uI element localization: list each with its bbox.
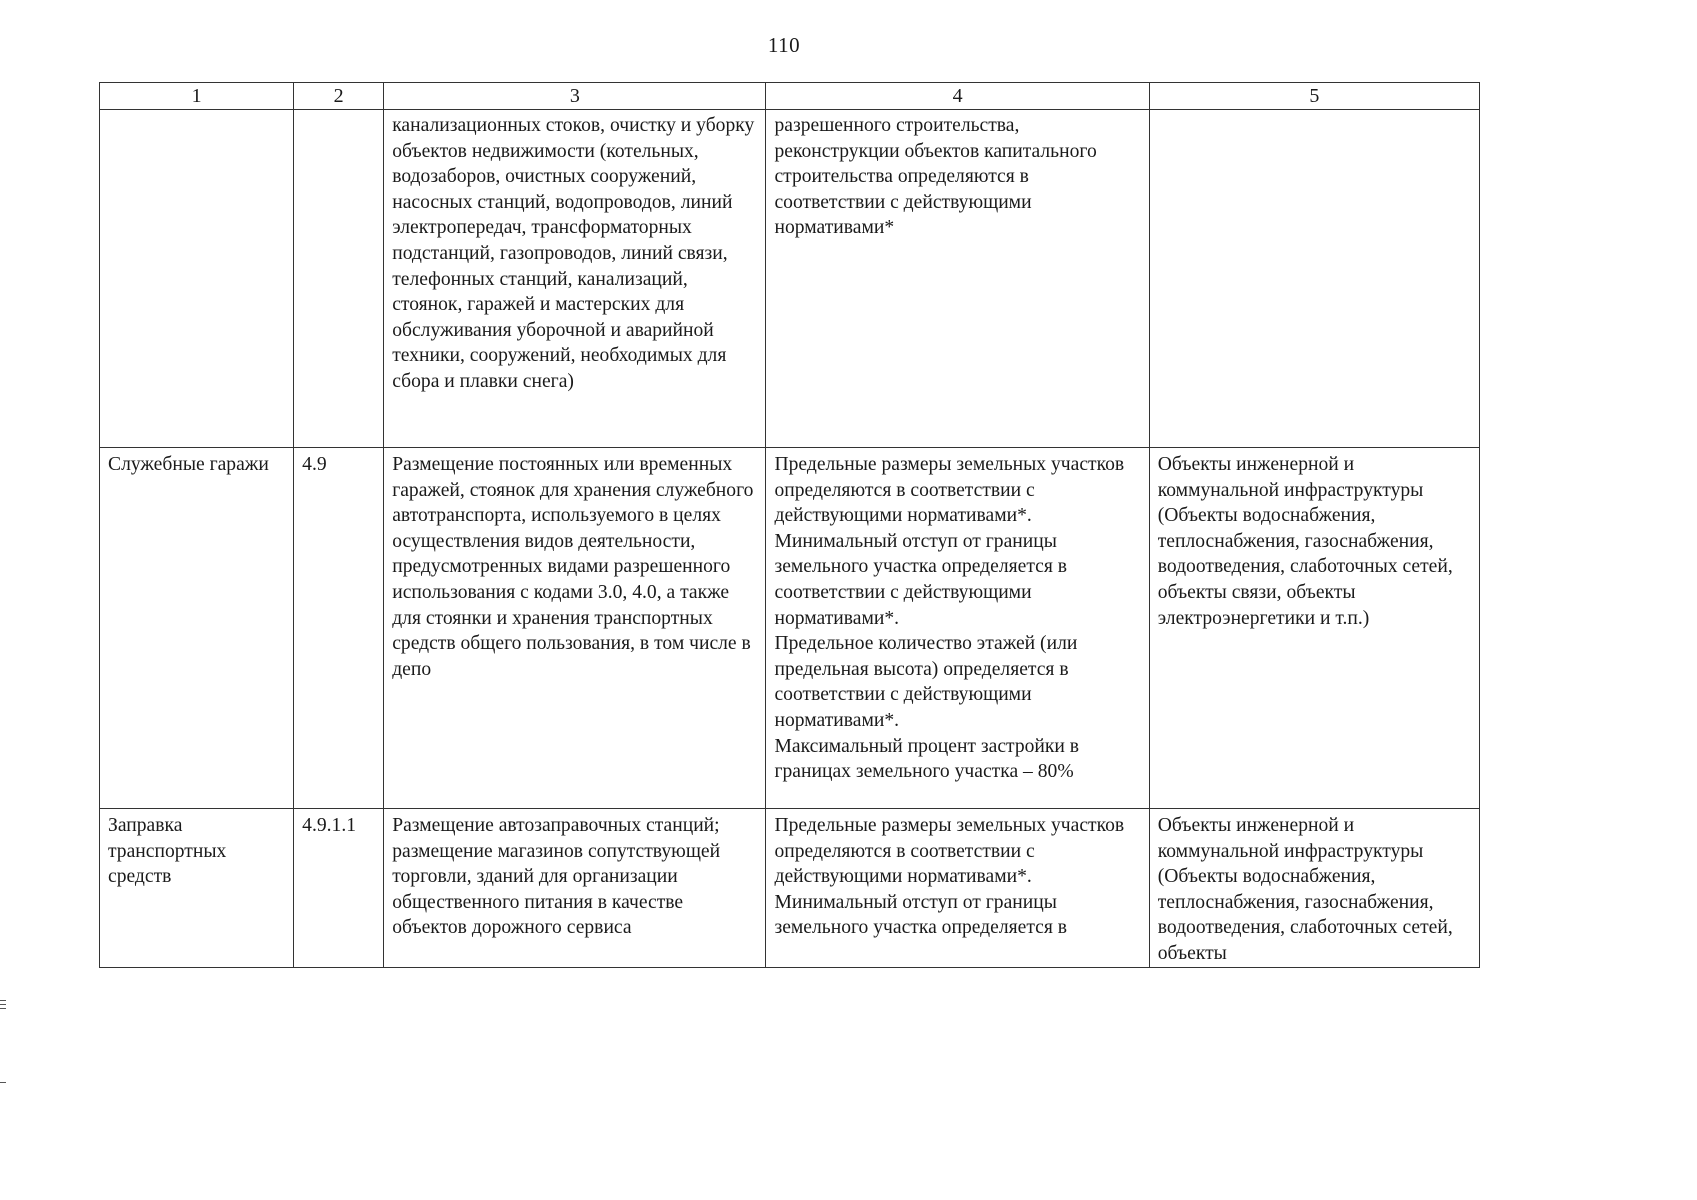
parameter-text: Минимальный отступ от границы земельного участка определяется в соответствии с действующими нормативами*.	[774, 530, 1067, 629]
scan-margin-mark	[0, 1004, 6, 1005]
scan-margin-mark	[0, 1082, 6, 1083]
auxiliary-use-cell: Объекты инженерной и коммунальной инфраструктуры (Объекты водоснабжения, теплоснабжения, газоснабжения, водоотведения, слаботочных сетей, объекты	[1149, 809, 1479, 968]
parameters-cell	[766, 110, 1149, 448]
page-number: 110	[767, 33, 801, 57]
parameter-text: Предельные размеры земельных участков определяются в соответствии с действующими нормативами*.	[774, 454, 1125, 527]
column-header-1: 1	[100, 83, 294, 110]
column-header-2: 2	[294, 83, 384, 110]
parameter-text: Предельное количество этажей (или предельная высота) определяется в соответствии с действующими нормативами*.	[774, 633, 1078, 731]
land-use-table	[99, 82, 1480, 968]
use-description-cell: Размещение постоянных или временных гаражей, стоянок для хранения служебного автотранспорта, используемого в целях осуществления видов деятельности, предусмотренных видами разрешенного использования с кодами 3.0, 4.0, а также для стоянки и хранения транспортных средств общего пользования, в том числе в депо	[384, 448, 766, 809]
table-row	[100, 448, 1480, 809]
use-name-cell: Служебные гаражи	[100, 448, 294, 809]
auxiliary-use-cell: Объекты инженерной и коммунальной инфраструктуры (Объекты водоснабжения, теплоснабжения, газоснабжения, водоотведения, слаботочных сетей, объекты связи, объекты электроэнергетики и т.п.)	[1149, 448, 1479, 809]
parameter-text: Максимальный процент застройки в границах земельного участка – 80%	[774, 735, 1080, 783]
use-code-cell	[294, 110, 384, 448]
column-header-3: 3	[384, 83, 766, 110]
use-description-cell: Размещение автозаправочных станций; размещение магазинов сопутствующей торговли, зданий для организации общественного питания в качестве объектов дорожного сервиса	[384, 809, 766, 968]
parameter-text: Минимальный отступ от границы земельного участка определяется в	[774, 891, 1067, 939]
table-row	[100, 110, 1480, 448]
column-header-5: 5	[1149, 83, 1479, 110]
parameters-cell	[766, 448, 1149, 809]
scan-margin-mark	[0, 1008, 6, 1009]
use-code-cell: 4.9.1.1	[294, 809, 384, 968]
column-header-4: 4	[766, 83, 1149, 110]
table-row	[100, 809, 1480, 968]
parameter-text: разрешенного строительства, реконструкции объектов капитального строительства определяются в соответствии с действующими нормативами*	[774, 115, 1097, 239]
auxiliary-use-cell	[1149, 110, 1479, 448]
use-name-cell	[100, 110, 294, 448]
table-header-row	[100, 83, 1480, 110]
parameter-text: Предельные размеры земельных участков определяются в соответствии с действующими нормативами*.	[774, 815, 1125, 888]
use-code-cell: 4.9	[294, 448, 384, 809]
parameters-cell	[766, 809, 1149, 968]
use-description-cell: канализационных стоков, очистку и уборку объектов недвижимости (котельных, водозаборов, очистных сооружений, насосных станций, водопроводов, линий электропередач, трансформаторных подстанций, газопроводов, линий связи, телефонных станций, канализаций, стоянок, гаражей и мастерских для обслуживания уборочной и аварийной техники, сооружений, необходимых для сбора и плавки снега)	[384, 110, 766, 448]
use-name-cell: Заправка транспортных средств	[100, 809, 294, 968]
scan-margin-mark	[0, 1000, 6, 1001]
